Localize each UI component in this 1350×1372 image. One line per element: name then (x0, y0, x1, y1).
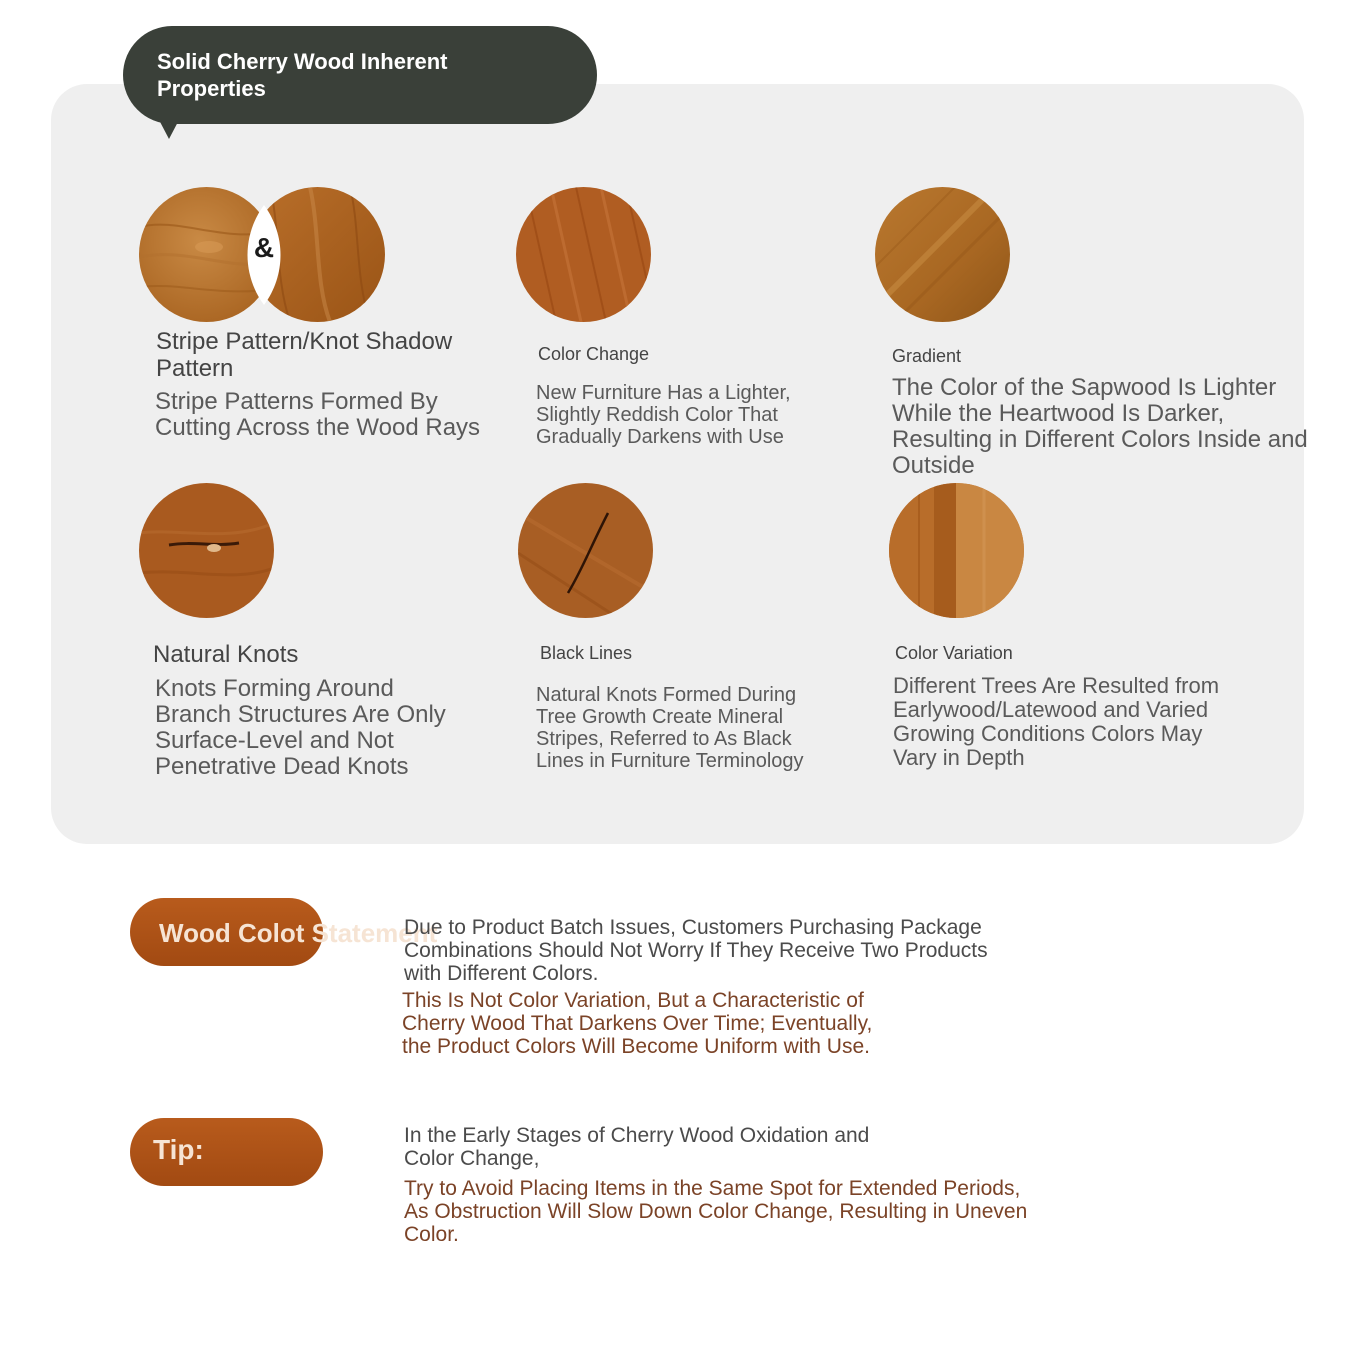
property-title-black-lines: Black Lines (540, 643, 633, 663)
property-title-gradient: Gradient (892, 346, 962, 366)
wood-sample-color-variation-image (889, 483, 1024, 618)
tip-label: Tip: (153, 1134, 204, 1165)
statement-label: Wood Colot Statement (159, 918, 438, 948)
tip-highlight: Try to Avoid Placing Items in the Same Spot for Extended Periods, As Obstruction Will Slow Down Color Change, Resulting in Uneven Color. (404, 1177, 1028, 1246)
property-desc-gradient: The Color of the Sapwood Is Lighter While the Heartwood Is Darker, Resulting in Different Colors Inside and Outside (892, 374, 1308, 479)
wood-sample-color-change-image (516, 187, 651, 322)
property-desc-black-lines: Natural Knots Formed During Tree Growth Create Mineral Stripes, Referred to As Black Lines in Furniture Terminology (536, 684, 804, 772)
property-title-color-change: Color Change (538, 344, 650, 364)
title-bubble-tail (158, 118, 180, 139)
tip-text: In the Early Stages of Cherry Wood Oxidation and Color Change, (404, 1124, 870, 1170)
wood-sample-natural-knot-image (139, 483, 274, 618)
statement-highlight: This Is Not Color Variation, But a Characteristic of Cherry Wood That Darkens Over Time; Eventually, the Product Colors Will Become Uniform with Use. (402, 989, 873, 1058)
property-desc-stripe: Stripe Patterns Formed By Cutting Across the Wood Rays (155, 388, 481, 441)
property-desc-color-change: New Furniture Has a Lighter, Slightly Reddish Color That Gradually Darkens with Use (536, 382, 791, 448)
ampersand-symbol: & (253, 232, 275, 263)
wood-sample-black-line-image (518, 483, 653, 618)
wood-sample-gradient-image (875, 187, 1010, 322)
property-desc-color-variation: Different Trees Are Resulted from Earlywood/Latewood and Varied Growing Conditions Colors May Vary in Depth (893, 673, 1220, 770)
property-desc-natural-knots: Knots Forming Around Branch Structures Are Only Surface-Level and Not Penetrative Dead Knots (155, 675, 446, 780)
property-title-natural-knots: Natural Knots (153, 641, 299, 668)
property-title-color-variation: Color Variation (895, 643, 1013, 663)
property-title-stripe: Stripe Pattern/Knot Shadow Pattern (156, 328, 453, 382)
statement-text: Due to Product Batch Issues, Customers Purchasing Package Combinations Should Not Worry If They Receive Two Products with Different Colors. (404, 916, 988, 985)
page-title: Solid Cherry Wood Inherent Properties (157, 49, 448, 101)
